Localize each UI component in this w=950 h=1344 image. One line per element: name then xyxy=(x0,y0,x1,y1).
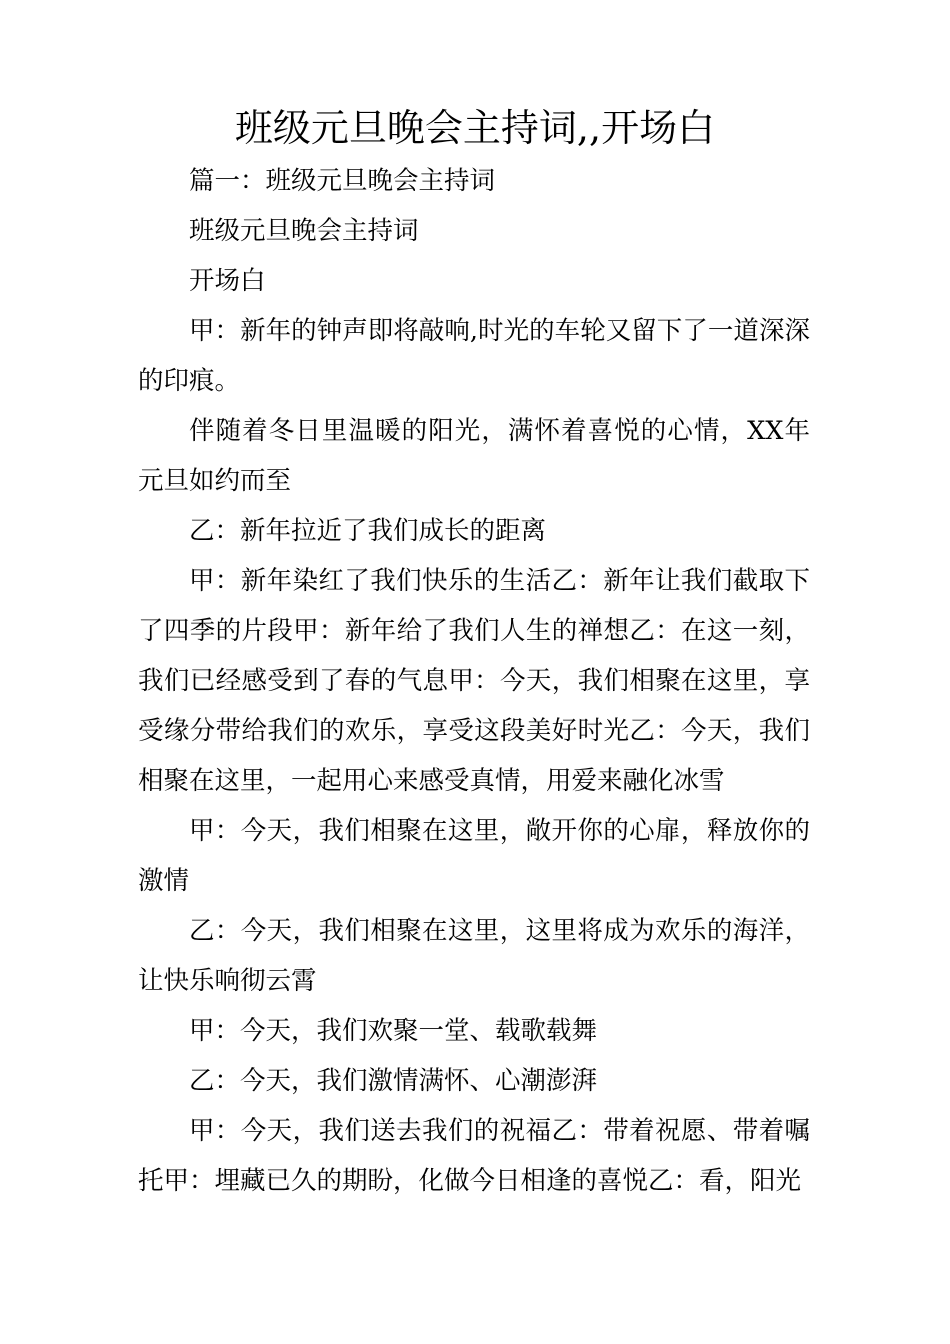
paragraph-9: 乙：今天，我们相聚在这里，这里将成为欢乐的海洋，让快乐响彻云霄 xyxy=(138,916,810,996)
document-title: 班级元旦晚会主持词,,开场白 xyxy=(234,106,716,150)
paragraph-6: 乙：新年拉近了我们成长的距离 xyxy=(189,516,547,546)
document-body xyxy=(138,156,810,1206)
paragraph-3: 开场白 xyxy=(189,266,266,296)
paragraph-5: 伴随着冬日里温暖的阳光，满怀着喜悦的心情，XX年元旦如约而至 xyxy=(138,416,810,496)
paragraph-12: 甲：今天，我们送去我们的祝福乙：带着祝愿、带着嘱托甲：埋藏已久的期盼，化做今日相逢的喜悦乙：看，阳光 xyxy=(138,1116,810,1196)
paragraph-2: 班级元旦晚会主持词 xyxy=(189,216,419,246)
paragraph-11: 乙：今天，我们激情满怀、心潮澎湃 xyxy=(189,1066,598,1096)
paragraph-7: 甲：新年染红了我们快乐的生活乙：新年让我们截取下了四季的片段甲：新年给了我们人生的禅想乙：在这一刻，我们已经感受到了春的气息甲：今天，我们相聚在这里，享受缘分带给我们的欢乐，享受这段美好时光乙：今天，我们相聚在这里，一起用心来感受真情，用爱来融化冰雪 xyxy=(138,566,810,796)
paragraph-1: 篇一：班级元旦晚会主持词 xyxy=(189,166,496,196)
paragraph-10: 甲：今天，我们欢聚一堂、载歌载舞 xyxy=(189,1016,598,1046)
paragraph-4: 甲：新年的钟声即将敲响,时光的车轮又留下了一道深深的印痕。 xyxy=(138,316,810,396)
paragraph-8: 甲：今天，我们相聚在这里，敞开你的心扉，释放你的激情 xyxy=(138,816,810,896)
